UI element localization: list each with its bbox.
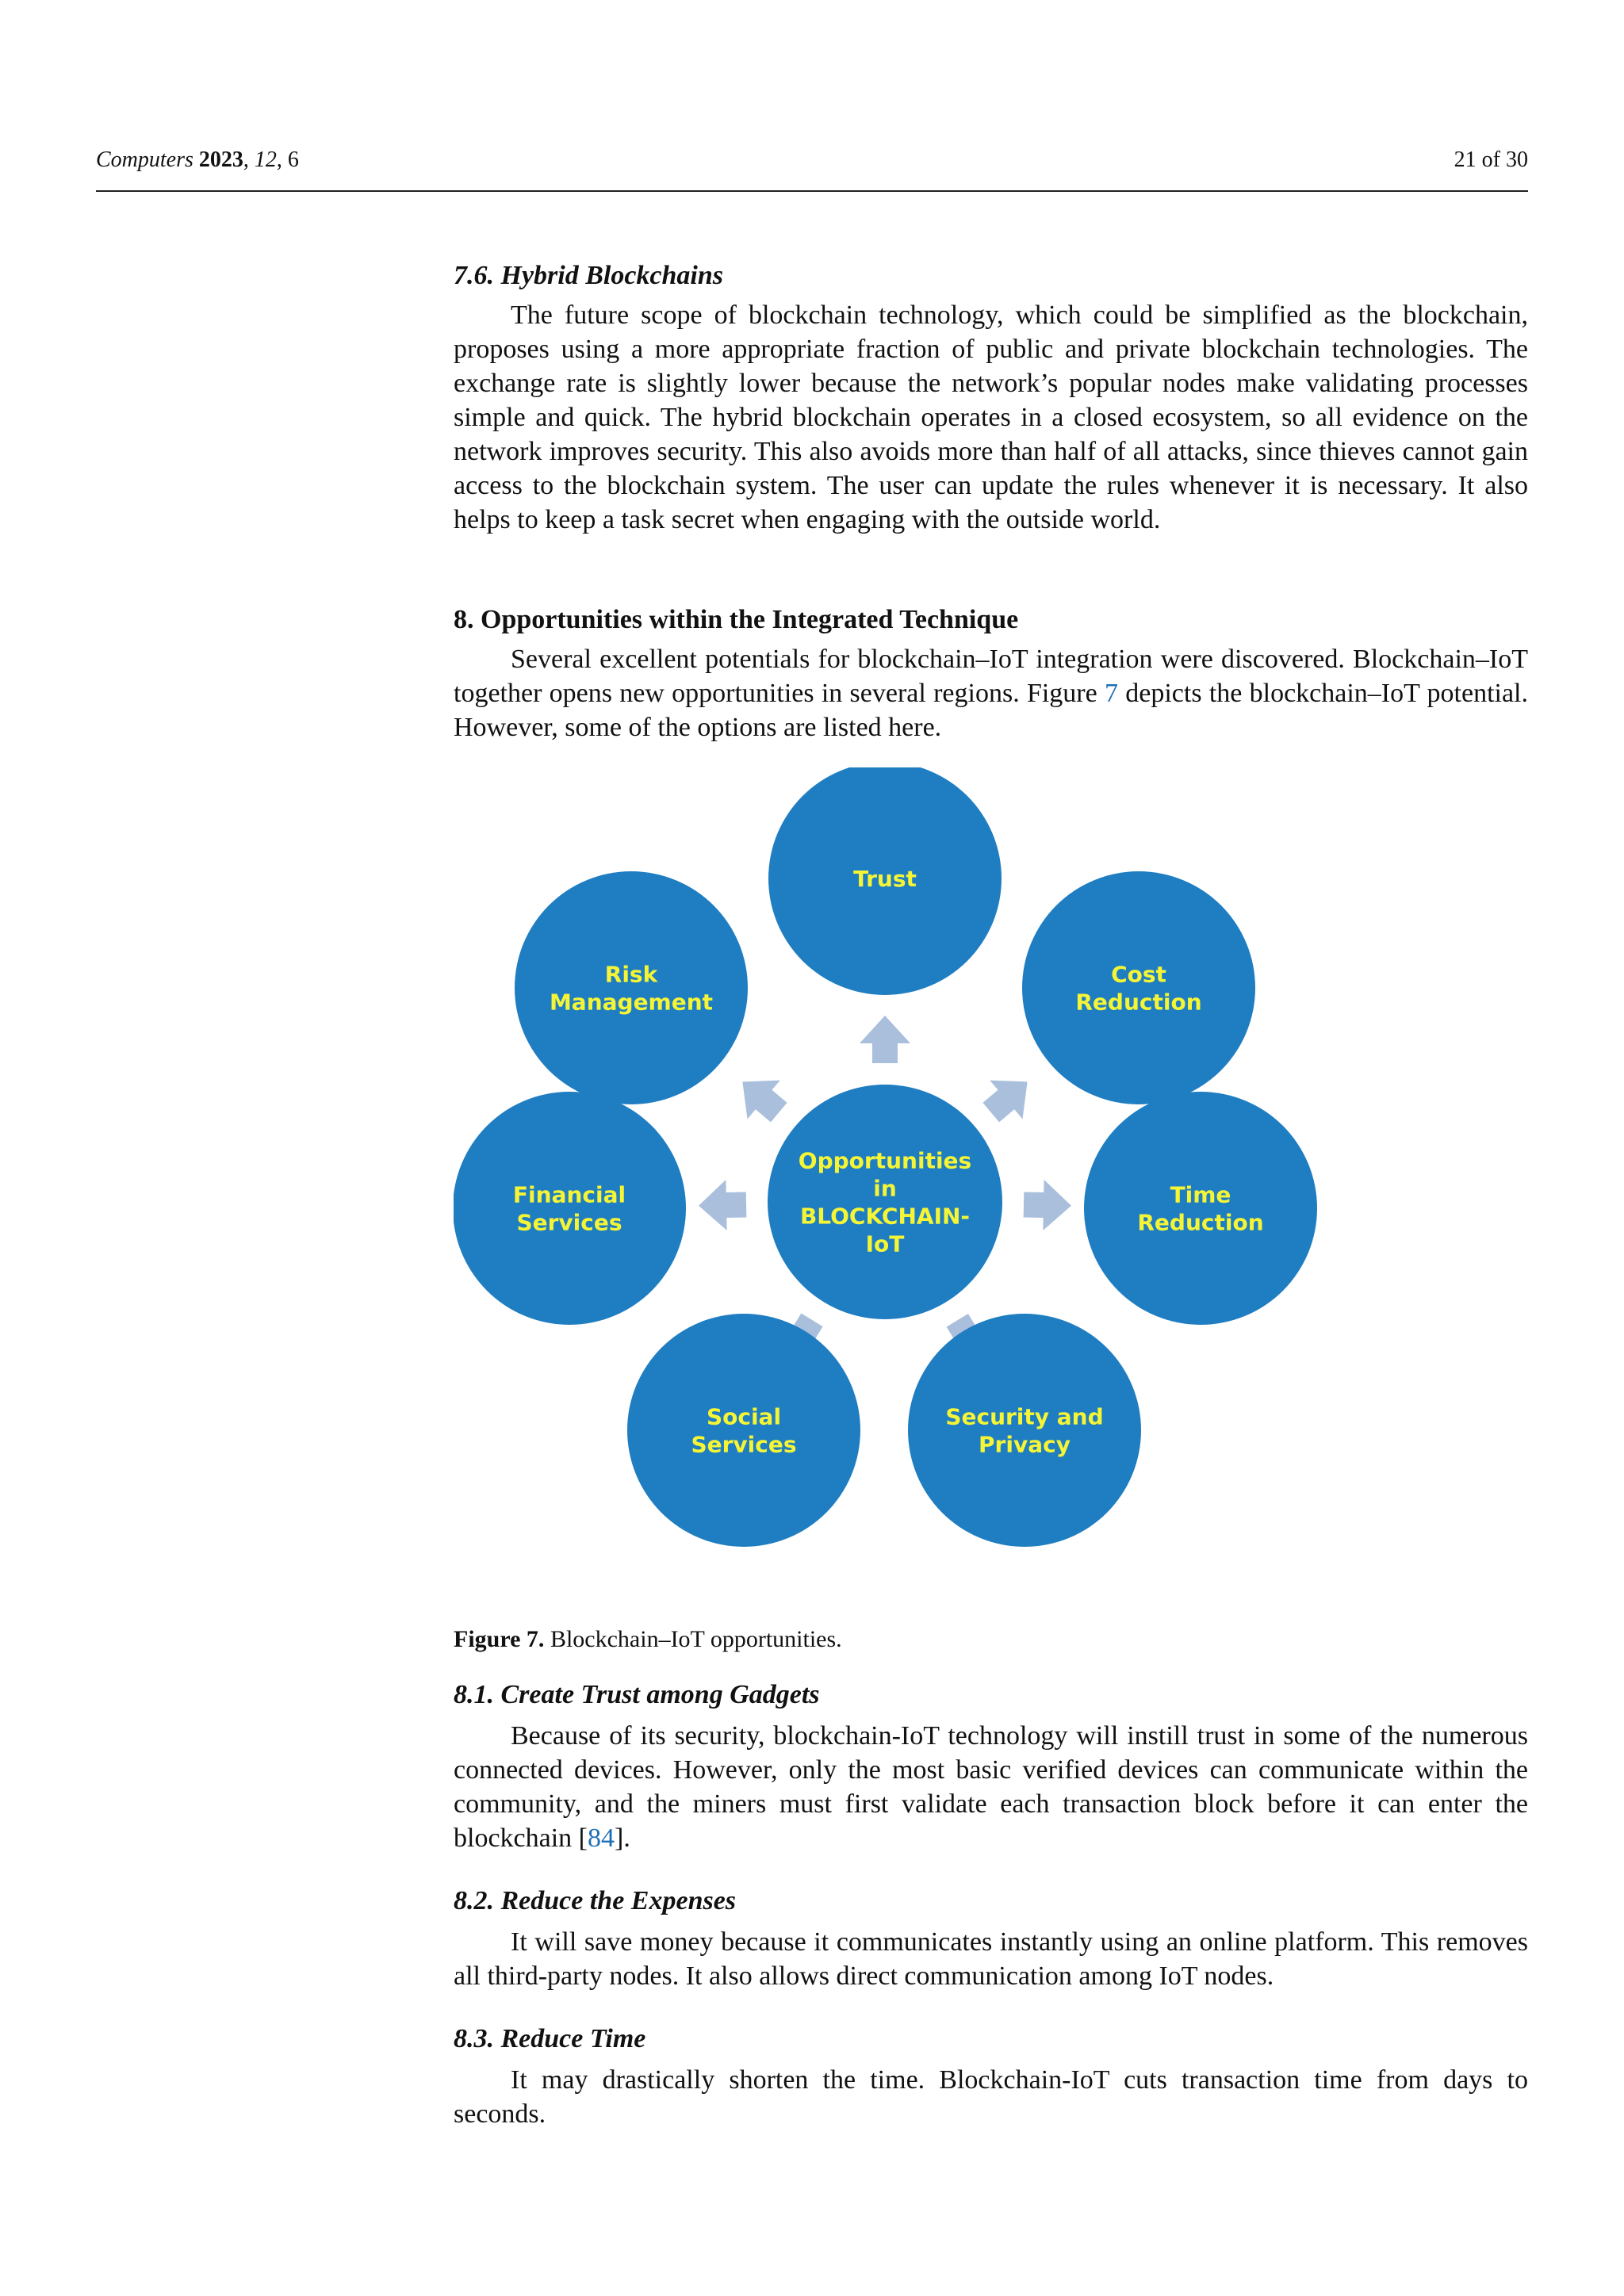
- node-label-line: Trust: [853, 866, 917, 892]
- section-title: 8.2. Reduce the Expenses: [454, 1886, 737, 1915]
- section-title: 8.3. Reduce Time: [454, 2024, 646, 2053]
- node-label-line: Reduction: [1075, 989, 1202, 1016]
- arrow-risk-management: [726, 1062, 795, 1132]
- page-number: 21 of 30: [1454, 147, 1528, 172]
- figure-7: [454, 767, 1342, 1612]
- node-label-line: Services: [691, 1431, 797, 1458]
- opportunities-diagram: [454, 767, 1342, 1612]
- arrow-shape: [698, 1180, 746, 1231]
- arrow-financial-services: [698, 1180, 746, 1231]
- paragraph: The future scope of blockchain technology, which could be simplified as the blockchain, proposes using a more appropriate fraction of public and private blockchain technologies. The exchange rate is slightly lower because the network’s popular nodes make validating processes simple and quick. The hybrid blockchain operates in a closed ecosystem, so all evidence on the network improves security. This also avoids more than half of all attacks, since thieves cannot gain access to the blockchain system. The user can update the rules whenever it is necessary. It also helps to keep a task secret when engaging with the outside world.: [454, 300, 1528, 534]
- section-7-6: [454, 258, 1528, 537]
- node-circle: [1084, 1092, 1317, 1325]
- node-risk-management: [515, 871, 748, 1104]
- node-financial-services: [454, 1092, 686, 1325]
- arrow-cost-reduction: [975, 1062, 1044, 1132]
- section-title: 8.1. Create Trust among Gadgets: [454, 1680, 820, 1709]
- node-label-line: Risk: [604, 961, 658, 988]
- node-time-reduction: [1084, 1092, 1317, 1325]
- center-label-line: in: [873, 1175, 897, 1202]
- node-label-line: Management: [549, 989, 714, 1016]
- node-social-services: [627, 1314, 860, 1547]
- center-label-line: IoT: [865, 1230, 905, 1257]
- node-label-line: Privacy: [979, 1431, 1071, 1458]
- paragraph: It may drastically shorten the time. Blockchain-IoT cuts transaction time from days to seconds.: [454, 2065, 1528, 2129]
- node-circle: [627, 1314, 860, 1547]
- section-8-1: [454, 1678, 1528, 1855]
- node-label-line: Services: [516, 1209, 622, 1236]
- node-label-line: Security and: [945, 1403, 1104, 1430]
- node-circle: [515, 871, 748, 1104]
- paragraph: It will save money because it communicates instantly using an online platform. This removes all third-party nodes. It also allows direct communication among IoT nodes.: [454, 1927, 1528, 1991]
- center-circle: [768, 1085, 1002, 1319]
- arrow-shape: [975, 1062, 1044, 1132]
- figure-reference-link[interactable]: 7: [1105, 679, 1118, 708]
- node-label-line: Financial: [512, 1181, 626, 1208]
- node-label-line: Reduction: [1137, 1209, 1264, 1236]
- figure-caption: Figure 7. Blockchain–IoT opportunities.: [454, 1626, 842, 1652]
- paragraph: Several excellent potentials for blockchain–IoT integration were discovered. Blockchain–IoT together opens new opportunities in several regions. Figure 7 depicts the blockchain–IoT potential. However, some of the options are listed here.: [454, 645, 1529, 742]
- node-circle: [1022, 871, 1255, 1104]
- section-title: 7.6. Hybrid Blockchains: [454, 261, 724, 290]
- header-divider: [96, 190, 1528, 192]
- node-security-privacy: [908, 1314, 1141, 1547]
- section-8-2: [454, 1884, 1528, 1993]
- node-circle: [454, 1092, 686, 1325]
- node-circle: [908, 1314, 1141, 1547]
- center-node: [768, 1085, 1002, 1319]
- node-label-line: Time: [1170, 1181, 1231, 1208]
- section-8: [454, 603, 1528, 744]
- arrow-trust: [860, 1016, 910, 1063]
- section-title: 8. Opportunities within the Integrated Technique: [454, 605, 1019, 634]
- section-8-3: [454, 2022, 1528, 2131]
- arrow-shape: [860, 1016, 910, 1063]
- paragraph: Because of its security, blockchain-IoT technology will instill trust in some of the numerous connected devices. However, only the most basic verified devices can communicate within the community, and the miners must first validate each transaction block before it can enter the blockchain [84].: [454, 1721, 1528, 1853]
- node-label: [853, 866, 917, 892]
- page-header: [96, 147, 1528, 179]
- node-label-line: Social: [706, 1403, 782, 1430]
- node-trust: [768, 767, 1002, 995]
- node-cost-reduction: [1022, 871, 1255, 1104]
- center-label-line: Opportunities: [798, 1147, 972, 1174]
- arrow-time-reduction: [1023, 1180, 1071, 1231]
- citation-link[interactable]: 84: [588, 1823, 615, 1853]
- arrow-shape: [1023, 1180, 1071, 1231]
- arrow-shape: [726, 1062, 795, 1132]
- node-label-line: Cost: [1111, 961, 1166, 988]
- center-label-line: BLOCKCHAIN-: [799, 1203, 971, 1230]
- journal-citation: Computers 2023, 12, 6: [96, 147, 299, 172]
